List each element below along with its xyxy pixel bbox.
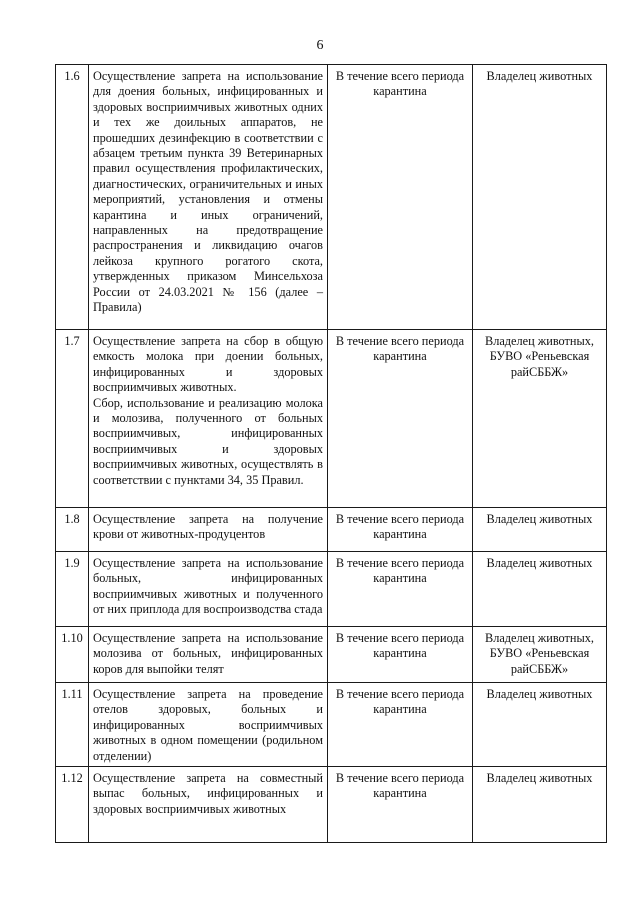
table-row [56,683,607,767]
responsible-text: Владелец животных [473,552,607,627]
measure-paragraph: Осуществление запрета на использование для доения больных, инфицированных и здоровых восприимчивых животных одних и тех же доильных аппаратов, не прошедших дезинфекцию в соответствии с абзацем третьим пункта 39 Ветеринарных правил осуществления профилактических, диагностических, ограничительных и иных мероприятий, установления и отмены карантина и иных ограничений, направленных на предотвращение распространения и ликвидацию очагов лейкоза крупного рогатого скота, утвержденных приказом Минсельхоза России от 24.03.2021 № 156 (далее – Правила) [93,69,323,315]
table-row [56,627,607,683]
measures-table [55,64,607,843]
table-row [56,65,607,330]
row-number: 1.10 [56,627,89,683]
measure-paragraph: Осуществление запрета на использование молозива от больных, инфицированных коров для выпойки телят [93,631,323,676]
measure-paragraph: Сбор, использование и реализацию молока и молозива, полученного от больных восприимчивых, инфицированных восприимчивых и здоровых восприимчивых животных, осуществлять в соответствии с пунктами 34, 35 Правил. [93,395,323,487]
measure-paragraph: Осуществление запрета на проведение отелов здоровых, больных и инфицированных восприимчивых животных в одном помещении (родильном отделении) [93,687,323,763]
term-text: В течение всего периода карантина [328,552,473,627]
responsible-text: Владелец животных [473,683,607,767]
term-text: В течение всего периода карантина [328,767,473,843]
table-row [56,508,607,552]
term-text: В течение всего периода карантина [328,65,473,330]
measure-text [89,508,328,552]
responsible-text: Владелец животных [473,767,607,843]
measure-text [89,627,328,683]
term-text: В течение всего периода карантина [328,683,473,767]
term-text: В течение всего периода карантина [328,508,473,552]
row-number: 1.11 [56,683,89,767]
measure-paragraph: Осуществление запрета на использование больных, инфицированных восприимчивых животных и полученного от них приплода для воспроизводства стада [93,556,323,617]
row-number: 1.12 [56,767,89,843]
measure-paragraph: Осуществление запрета на сбор в общую емкость молока при доении больных, инфицированных и здоровых восприимчивых животных. [93,334,323,395]
measure-text [89,683,328,767]
measure-text [89,767,328,843]
row-number: 1.8 [56,508,89,552]
measure-paragraph: Осуществление запрета на получение крови от животных-продуцентов [93,512,323,542]
table-row [56,552,607,627]
responsible-text: Владелец животных, БУВО «Реньевская райСББЖ» [473,330,607,508]
row-number: 1.9 [56,552,89,627]
term-text: В течение всего периода карантина [328,627,473,683]
measure-text [89,330,328,508]
page-number: 6 [316,38,324,53]
measure-paragraph: Осуществление запрета на совместный выпас больных, инфицированных и здоровых восприимчивых животных [93,771,323,816]
measure-text [89,65,328,330]
row-number: 1.6 [56,65,89,330]
term-text: В течение всего периода карантина [328,330,473,508]
table-row [56,767,607,843]
row-number: 1.7 [56,330,89,508]
table-row [56,330,607,508]
measure-text [89,552,328,627]
responsible-text: Владелец животных [473,65,607,330]
responsible-text: Владелец животных, БУВО «Реньевская райСББЖ» [473,627,607,683]
responsible-text: Владелец животных [473,508,607,552]
